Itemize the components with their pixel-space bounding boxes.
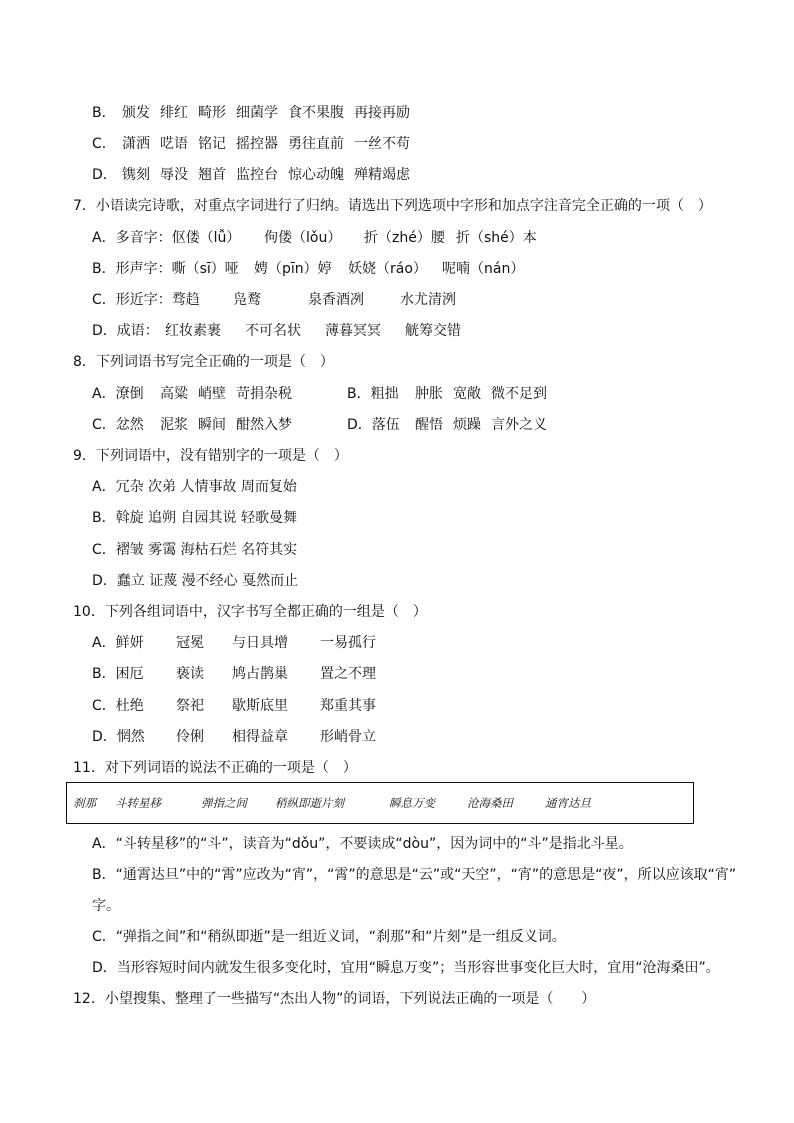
option-letter: D． — [92, 167, 117, 183]
word: 食不果腹 — [288, 105, 344, 121]
option-part: 薄暮冥冥 — [325, 323, 381, 339]
option-part: 酣然入梦 — [236, 417, 292, 433]
box-word: 刹那 — [73, 796, 96, 810]
word: 呓语 — [160, 136, 188, 152]
word: 颁发 — [122, 105, 150, 121]
option-part: 言外之义 — [491, 417, 547, 433]
question-10-stem: 10．下列各组词语中，汉字书写全都正确的一组是（ ） — [73, 604, 427, 620]
word: 镌刻 — [122, 167, 150, 183]
q6-option-c — [92, 135, 424, 153]
word-box — [66, 782, 694, 824]
word: 殚精竭虑 — [354, 167, 410, 183]
option-part: 肿胀 — [415, 386, 443, 402]
option-part: 亵读 — [176, 666, 204, 682]
option-part: B．困厄 — [92, 666, 144, 682]
word: 翘首 — [198, 167, 226, 183]
option-part: 呢喃（nán） — [442, 261, 525, 277]
box-word: 沧海桑田 — [467, 796, 513, 810]
word: 监控台 — [236, 167, 278, 183]
option-part: A．多音字：伛偻（lǚ） — [92, 230, 241, 246]
option-part: 与日具增 — [232, 635, 288, 651]
question-9-stem: 9．下列词语中，没有错别字的一项是（ ） — [73, 448, 348, 464]
option-part: 形峭骨立 — [320, 729, 376, 745]
q8-option-a — [92, 385, 348, 403]
box-word: 弹指之间 — [201, 796, 247, 810]
q8-option-b — [347, 385, 571, 403]
box-word: 稍纵即逝片刻 — [275, 796, 344, 810]
q6-option-b — [92, 104, 424, 122]
q8-option-c — [92, 416, 348, 434]
option-part: 佝偻（lǒu） — [264, 230, 342, 246]
option-part: 苛捐杂税 — [236, 386, 292, 402]
q9-option-b: B．斡旋 追朔 自园其说 轻歌曼舞 — [92, 510, 297, 526]
option-part: 宽敞 — [453, 386, 481, 402]
word: 细菌学 — [236, 105, 278, 121]
option-part: 不可名状 — [245, 323, 301, 339]
question-11-stem: 11．对下列词语的说法不正确的一项是（ ） — [73, 760, 357, 776]
option-letter: B． — [92, 105, 116, 121]
box-word: 瞬息万变 — [389, 796, 435, 810]
question-7-stem: 7．小语读完诗歌，对重点字词进行了归纳。请选出下列选项中字形和加点字注音完全正确的一项（ ） — [73, 198, 712, 214]
word: 勇往直前 — [288, 136, 344, 152]
option-part: 烦躁 — [453, 417, 481, 433]
option-part: 祭祀 — [176, 698, 204, 714]
option-part: A．潦倒 — [92, 386, 144, 402]
q7-option-d — [92, 322, 485, 340]
q10-option-d — [92, 728, 400, 746]
option-part: 凫鹜 — [233, 292, 261, 308]
option-part: D．成语： — [92, 323, 159, 339]
q9-option-d: D．蠢立 证蔑 漫不经心 戛然而止 — [92, 573, 299, 589]
option-part: A．鲜妍 — [92, 635, 144, 651]
option-part: 峭壁 — [198, 386, 226, 402]
option-part: 红妆素裹 — [165, 323, 221, 339]
q7-option-a — [92, 229, 556, 247]
option-part: 相得益章 — [232, 729, 288, 745]
option-part: 泥浆 — [160, 417, 188, 433]
question-8-stem: 8．下列词语书写完全正确的一项是（ ） — [73, 354, 334, 370]
option-part: 妖娆（ráo） — [348, 261, 427, 277]
option-part: 微不足到 — [491, 386, 547, 402]
word: 再接再励 — [354, 105, 410, 121]
option-part: 一易孤行 — [320, 635, 376, 651]
q6-option-d — [92, 166, 424, 184]
option-part: 歇斯底里 — [232, 698, 288, 714]
q7-option-b — [92, 260, 542, 278]
option-part: 泉香酒冽 — [308, 292, 364, 308]
q11-option-c: C．“弹指之间”和“稍纵即逝”是一组近义词，“刹那”和“片刻”是一组反义词。 — [92, 929, 566, 945]
option-part: D．惘然 — [92, 729, 145, 745]
option-part: B．粗拙 — [347, 386, 399, 402]
option-part: 置之不理 — [320, 666, 376, 682]
box-word: 通宵达旦 — [545, 796, 591, 810]
option-part: B．形声字：嘶（sī）哑 — [92, 261, 239, 277]
box-word: 斗转星移 — [115, 796, 161, 810]
q10-option-b — [92, 665, 400, 683]
question-12-stem: 12．小望搜集、整理了一些描写“杰出人物”的词语，下列说法正确的一项是（ ） — [73, 991, 596, 1007]
option-part: 折（zhé）腰 — [364, 230, 445, 246]
word: 摇控器 — [236, 136, 278, 152]
option-part: D．落伍 — [347, 417, 400, 433]
option-part: 水尤清洌 — [400, 292, 456, 308]
option-part: 醒悟 — [415, 417, 443, 433]
option-part: 高粱 — [160, 386, 188, 402]
option-part: 鸠占鹊巢 — [232, 666, 288, 682]
option-part: 娉（pīn）婷 — [254, 261, 332, 277]
option-part: 觥筹交错 — [405, 323, 461, 339]
word: 潇洒 — [122, 136, 150, 152]
word: 惊心动魄 — [288, 167, 344, 183]
q10-option-a — [92, 634, 400, 652]
option-part: 折（shé）本 — [456, 230, 537, 246]
option-part: 郑重其事 — [320, 698, 376, 714]
q11-option-b-continued: 字。 — [92, 898, 120, 914]
q7-option-c — [92, 291, 480, 309]
option-part: 瞬间 — [198, 417, 226, 433]
q11-option-b: B．“通霄达旦”中的“霄”应改为“宵”，“霄”的意思是“云”或“天空”，“宵”的意思是“夜”，所以应该取“宵” — [92, 867, 737, 883]
q11-option-a: A．“斗转星移”的“斗”，读音为“dǒu”，不要读成“dòu”，因为词中的“斗”是指北斗星。 — [92, 836, 633, 852]
option-part: 冠冕 — [176, 635, 204, 651]
option-letter: C． — [92, 136, 116, 152]
q9-option-a: A．冗杂 次弟 人情事故 周而复始 — [92, 479, 297, 495]
word: 辱没 — [160, 167, 188, 183]
word: 绯红 — [160, 105, 188, 121]
word: 一丝不苟 — [354, 136, 410, 152]
option-part: 伶俐 — [176, 729, 204, 745]
word: 畸形 — [198, 105, 226, 121]
option-part: C．忿然 — [92, 417, 144, 433]
q9-option-c: C．褶皱 雾霭 海枯石烂 名符其实 — [92, 542, 298, 558]
option-part: C．形近字：骛趋 — [92, 292, 200, 308]
q8-option-d — [347, 416, 571, 434]
option-part: C．杜绝 — [92, 698, 144, 714]
q11-option-d: D．当形容短时间内就发生很多变化时，宜用“瞬息万变”；当形容世事变化巨大时，宜用“沧海桑田”。 — [92, 960, 720, 976]
word: 铭记 — [198, 136, 226, 152]
q10-option-c — [92, 697, 400, 715]
